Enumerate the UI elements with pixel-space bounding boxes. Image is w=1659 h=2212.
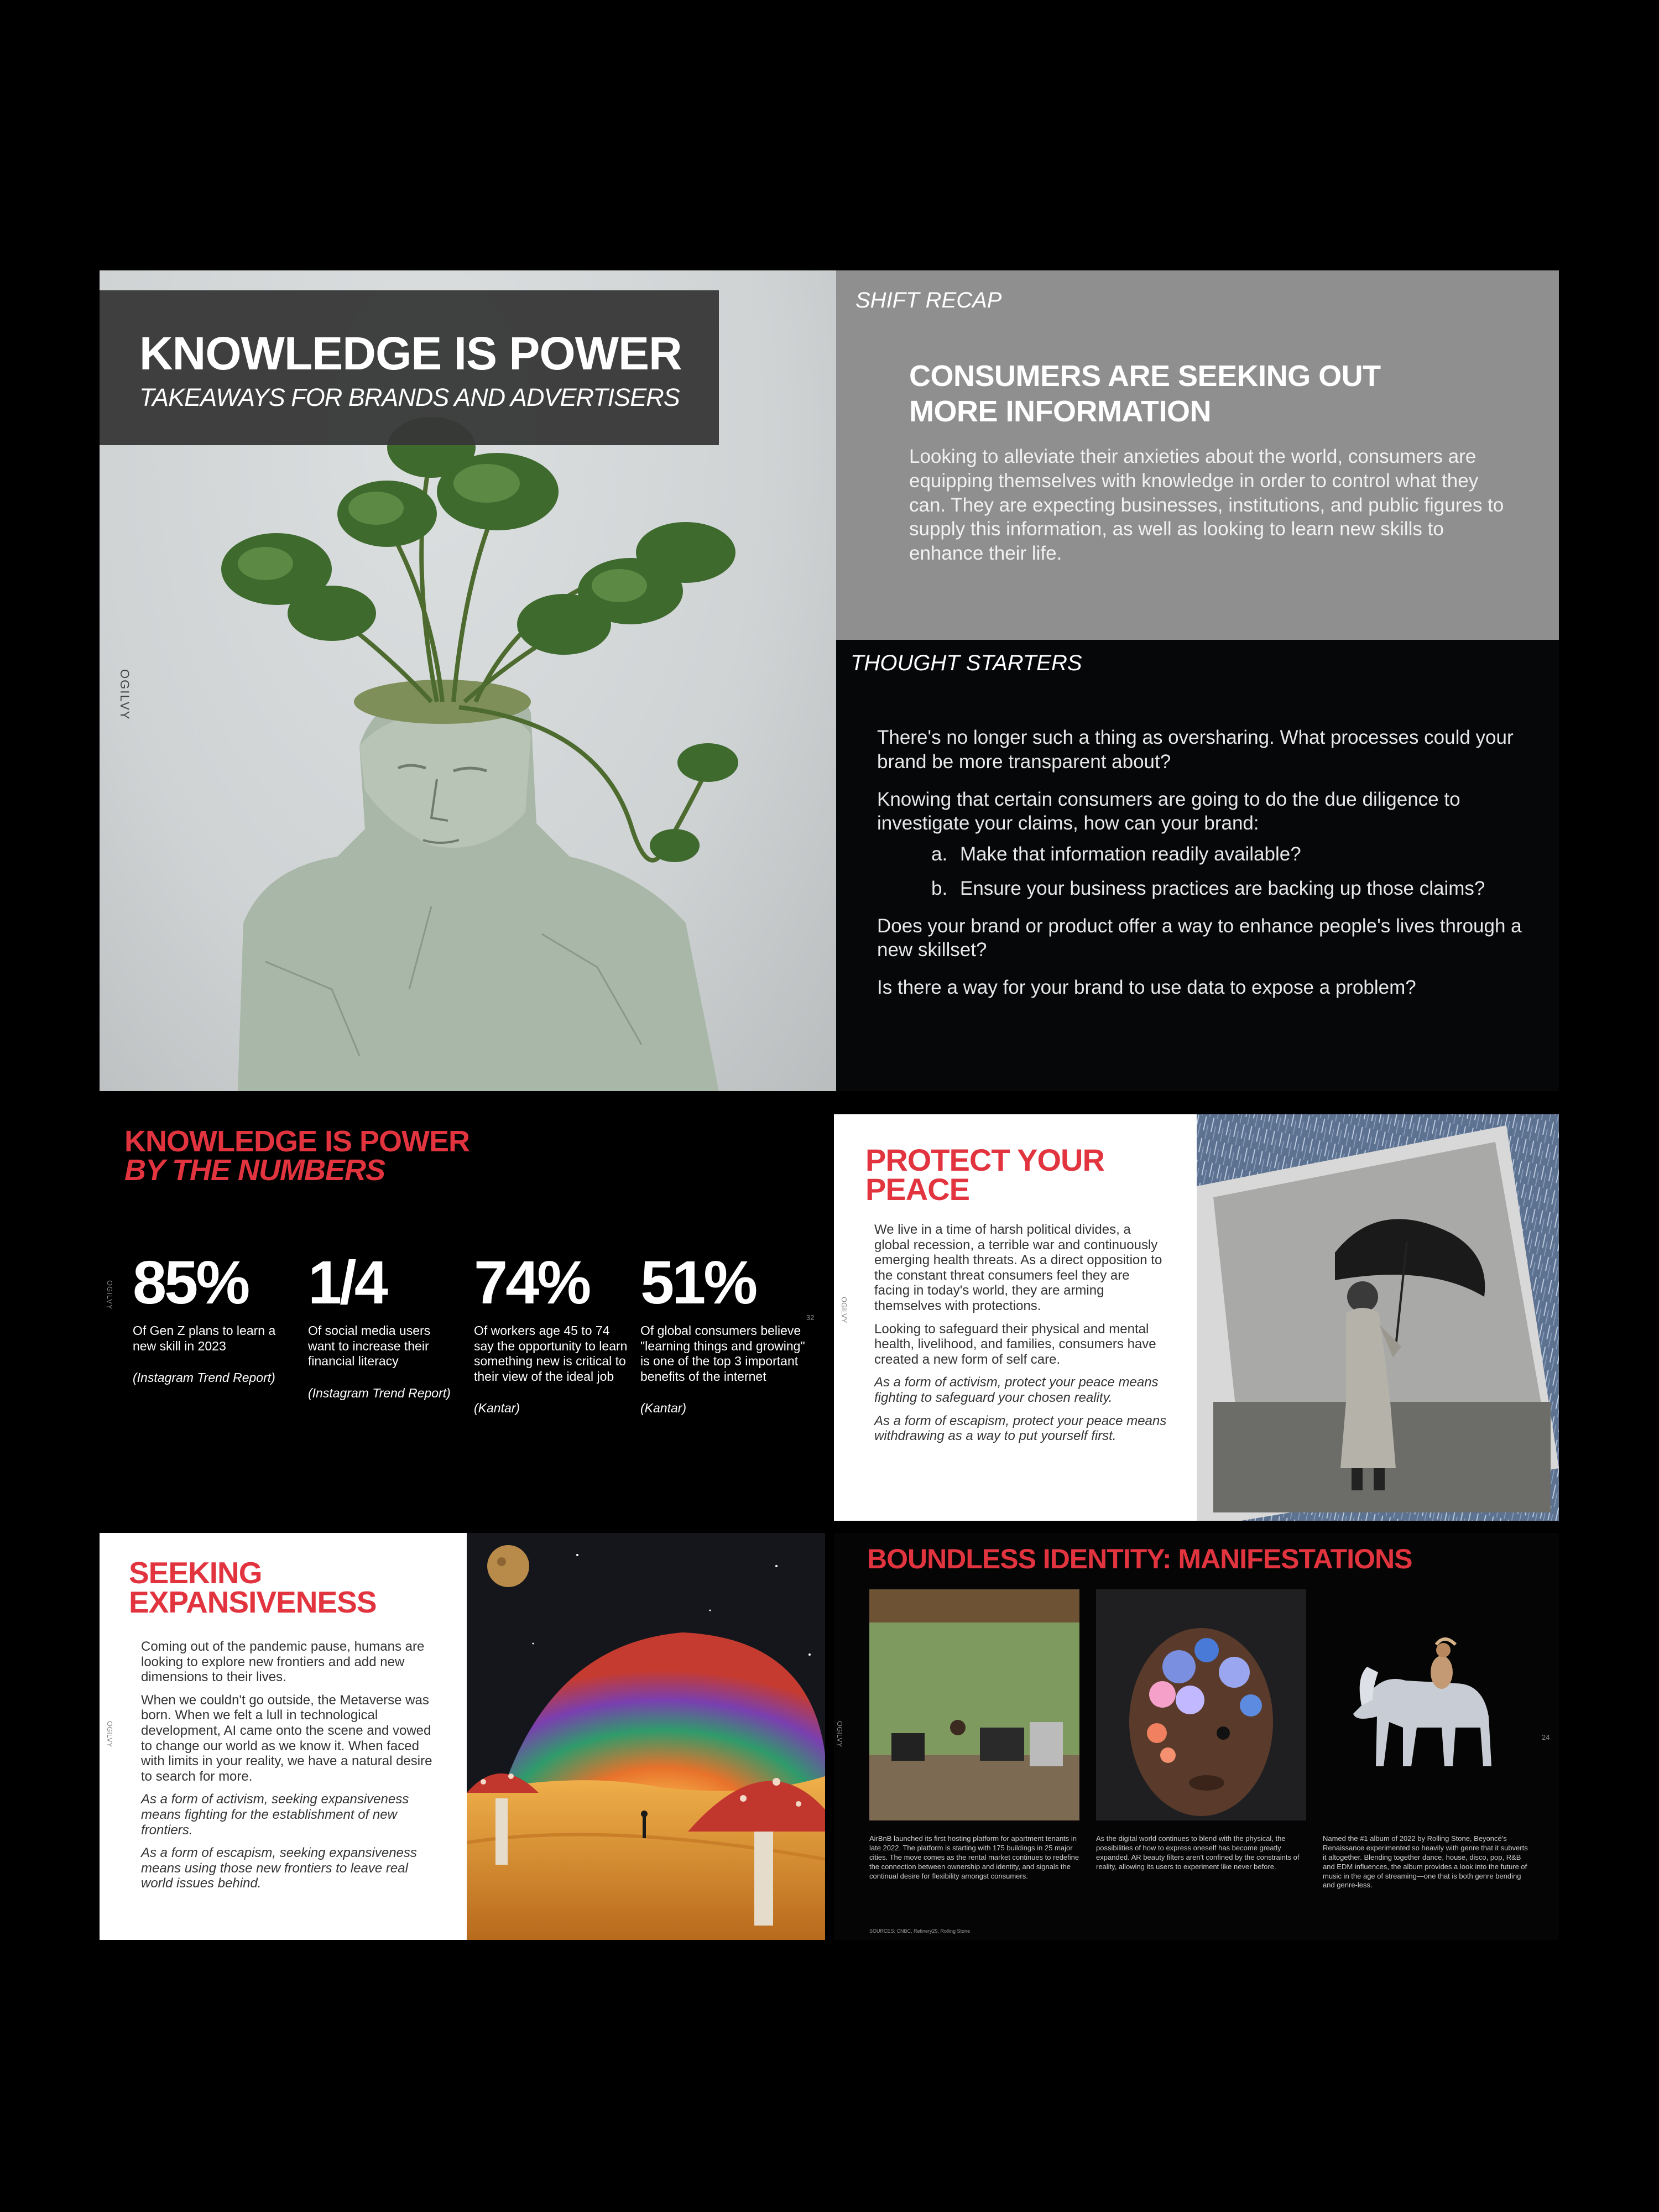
thought-item-b	[931, 877, 1524, 901]
peace-p1: We live in a time of harsh political divides, a global recession, a terrible war and continuously emerging health threats. As a direct opposition to the constant threat consumers feel they are facing in today's world, they are arming themselves with protections.	[874, 1222, 1162, 1313]
stat-description: Of Gen Z plans to learn a new skill in 2023	[133, 1323, 276, 1353]
stat-card	[133, 1249, 299, 1385]
stat-source: (Instagram Trend Report)	[133, 1370, 275, 1385]
thought-p1: There's no longer such a thing as oversharing. What processes could your brand be more transparent about?	[877, 727, 1514, 773]
stat-value: 51%	[640, 1249, 756, 1317]
peace-title-line2: PEACE	[865, 1172, 969, 1207]
stat-value: 74%	[474, 1249, 589, 1317]
thought-starters-panel	[836, 640, 1559, 1091]
seek-p4: As a form of escapism, seeking expansiveness means using those new frontiers to leave real world issues behind.	[141, 1845, 417, 1891]
item-a-text: Make that information readily available?	[960, 843, 1301, 865]
desert-mushroom-illustration	[467, 1533, 825, 1940]
thought-p4: Is there a way for your brand to use data to expose a problem?	[877, 977, 1416, 998]
item-a-marker: a.	[931, 843, 948, 865]
boundless-identity-panel	[834, 1533, 1559, 1940]
thought-list	[877, 726, 1524, 1000]
stat-card	[640, 1249, 806, 1416]
seek-title-line2: EXPANSIVENESS	[129, 1585, 377, 1619]
shift-recap-panel	[836, 270, 1559, 640]
patio-illustration	[869, 1589, 1079, 1820]
numbers-title-line1: KNOWLEDGE IS POWER	[124, 1125, 470, 1158]
stat-value: 85%	[133, 1249, 248, 1317]
seek-title-line1: SEEKING	[129, 1556, 262, 1590]
hero-title-box	[100, 290, 719, 445]
stat-description: Of global consumers believe "learning things and growing" is one of the top 3 important benefits of the internet	[640, 1323, 805, 1384]
peace-p3: As a form of activism, protect your peace means fighting to safeguard your chosen reality.	[874, 1375, 1159, 1405]
stat-card	[474, 1249, 632, 1416]
item-b-marker: b.	[931, 877, 948, 899]
peace-body	[874, 1222, 1167, 1444]
item-b-text: Ensure your business practices are backing up those claims?	[960, 877, 1485, 899]
thought-p3: Does your brand or product offer a way to enhance people's lives through a new skillset?	[877, 915, 1522, 961]
renaissance-album-image	[1323, 1589, 1533, 1820]
surreal-desert-planet-image	[467, 1533, 825, 1940]
peace-p2: Looking to safeguard their physical and mental health, livelihood, and families, consumers have created a new form of self care.	[874, 1321, 1156, 1367]
stat-source: (Kantar)	[474, 1401, 520, 1416]
numbers-side-label: OGILVY	[106, 1280, 114, 1310]
thought-item-a	[931, 842, 1524, 867]
peace-side-label: OGILVY	[840, 1297, 848, 1323]
seek-p3: As a form of activism, seeking expansiveness means fighting for the establishment of new frontiers.	[141, 1792, 409, 1838]
ident-sources: SOURCES: CNBC, Refinery29, Rolling Stone	[869, 1928, 971, 1934]
ar-beauty-filter-image	[1096, 1589, 1306, 1820]
hero-title: KNOWLEDGE IS POWER	[139, 327, 682, 379]
numbers-page-num: 32	[806, 1313, 815, 1322]
ident-side-label: OGILVY	[836, 1721, 844, 1747]
hero-side-label: OGILVY	[118, 669, 132, 721]
peace-p4: As a form of escapism, protect your peace means withdrawing as a way to put yourself first.	[874, 1413, 1167, 1444]
renaissance-caption: Named the #1 album of 2022 by Rolling Stone, Beyoncé's Renaissance experimented so heavily with genre that it subverts it altogether. Blending together dance, house, disco, pop, R&B and EDM influences, the album provides a look into the future of music in the age of streaming—one that is both genre bending and genre-less.	[1323, 1834, 1528, 1890]
recap-label: SHIFT RECAP	[855, 288, 1002, 312]
protect-your-peace-panel	[834, 1114, 1197, 1521]
hero-subtitle: TAKEAWAYS FOR BRANDS AND ADVERTISERS	[139, 383, 680, 411]
airbnb-patio-image	[869, 1589, 1079, 1820]
numbers-title-line2: BY THE NUMBERS	[124, 1154, 385, 1187]
by-the-numbers-panel	[100, 1114, 825, 1521]
stat-value: 1/4	[308, 1249, 386, 1317]
seek-p1: Coming out of the pandemic pause, humans are looking to explore new frontiers and add new dimensions to their lives.	[141, 1639, 425, 1685]
seek-p2: When we couldn't go outside, the Metaverse was born. When we felt a lull in technological development, AI came onto the scene and vowed to change our world as we know it. When faced with limits in your reality, we have a natural desire to search for more.	[141, 1692, 432, 1784]
silver-horse-illustration	[1323, 1589, 1533, 1820]
seek-side-label: OGILVY	[106, 1721, 114, 1747]
ar-face-illustration	[1096, 1589, 1306, 1820]
thought-p2: Knowing that certain consumers are going to do the due diligence to investigate your claims, how can your brand:	[877, 788, 1460, 834]
umbrella-woman-rain-image	[1197, 1114, 1559, 1521]
stat-description: Of social media users want to increase their financial literacy	[308, 1323, 431, 1369]
recap-heading-line2: MORE INFORMATION	[909, 394, 1211, 428]
recap-body: Looking to alleviate their anxieties about the world, consumers are equipping themselves with knowledge in order to control what they can. They are expecting businesses, institutions, and public figures to supply this information, as well as looking to learn new skills to enhance their life.	[909, 446, 1504, 564]
stat-card	[308, 1249, 457, 1401]
recap-heading-line1: CONSUMERS ARE SEEKING OUT	[909, 359, 1381, 393]
recap-heading	[909, 359, 1381, 429]
ident-page-num: 24	[1542, 1733, 1550, 1741]
seek-body	[141, 1639, 434, 1891]
rain-umbrella-illustration	[1197, 1114, 1559, 1521]
stat-source: (Kantar)	[640, 1401, 687, 1416]
ar-filter-caption: As the digital world continues to blend with the physical, the possibilities of how to express oneself has become greatly expanded. AR beauty filters aren't confined by the constraints of reality, allowing its users to experiment like never before.	[1096, 1834, 1300, 1871]
airbnb-caption: AirBnB launched its first hosting platform for apartment tenants in late 2022. The platform is starting with 175 buildings in 25 major cities. The move comes as the rental market continues to redefine the connection between ownership and identity, and signals the continual desire for flexibility amongst consumers.	[869, 1834, 1079, 1880]
ident-title: BOUNDLESS IDENTITY: MANIFESTATIONS	[867, 1543, 1412, 1574]
stat-source: (Instagram Trend Report)	[308, 1385, 451, 1400]
thought-label: THOUGHT STARTERS	[851, 651, 1082, 675]
stat-description: Of workers age 45 to 74 say the opportunity to learn something new is critical to their view of the ideal job	[474, 1323, 628, 1384]
seeking-expansiveness-panel	[100, 1533, 467, 1940]
peace-title-line1: PROTECT YOUR	[865, 1142, 1104, 1177]
